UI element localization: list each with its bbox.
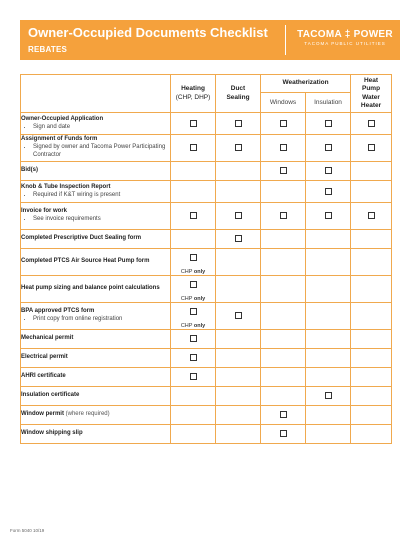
insulation-cell xyxy=(306,330,351,349)
col-heating-label: Heating xyxy=(181,85,205,93)
heat-pump-water-heater-cell xyxy=(351,230,392,249)
chp-only-caption xyxy=(171,269,215,275)
duct-sealing-cell xyxy=(216,249,261,276)
table-row xyxy=(21,406,392,425)
heat-pump-water-heater-cell xyxy=(351,368,392,387)
duct-sealing-cell xyxy=(216,203,261,230)
col-duct-sealing xyxy=(216,75,261,113)
insulation-cell xyxy=(306,230,351,249)
requirement-name: Window permit xyxy=(21,411,64,418)
checklist-table xyxy=(20,74,392,444)
heating-cell xyxy=(171,425,216,444)
duct-sealing-cell xyxy=(216,368,261,387)
requirement-cell xyxy=(21,203,171,230)
requirement-name: Heat pump sizing and balance point calculations xyxy=(21,285,160,292)
requirement-cell xyxy=(21,162,171,181)
duct-sealing-cell xyxy=(216,135,261,162)
requirement-cell xyxy=(21,181,171,203)
col-weatherization: Weatherization xyxy=(261,75,351,93)
requirement-cell xyxy=(21,406,171,425)
requirement-cell xyxy=(21,303,171,330)
caption-text: CHP xyxy=(180,269,193,275)
requirement-name: Assignment of Funds form xyxy=(21,136,98,143)
requirement-name: Knob & Tube Inspection Report xyxy=(21,183,111,190)
requirement-cell xyxy=(21,230,171,249)
heat-pump-water-heater-cell xyxy=(351,425,392,444)
heating-cell xyxy=(171,406,216,425)
heat-pump-water-heater-cell xyxy=(351,303,392,330)
heat-pump-water-heater-checkbox[interactable] xyxy=(368,212,375,219)
heating-cell xyxy=(171,330,216,349)
requirement-note: (where required) xyxy=(65,411,110,418)
requirement-bullet: • See invoice requirements xyxy=(33,216,170,224)
insulation-cell xyxy=(306,181,351,203)
heating-checkbox[interactable] xyxy=(190,144,197,151)
heating-cell xyxy=(171,387,216,406)
duct-sealing-checkbox[interactable] xyxy=(235,312,242,319)
caption-bold: only xyxy=(193,296,206,303)
heating-cell xyxy=(171,113,216,135)
insulation-checkbox[interactable] xyxy=(325,167,332,174)
col-heating-sub: (CHP, DHP) xyxy=(175,93,211,101)
table-row xyxy=(21,230,392,249)
requirement-bullet: • Sign and date xyxy=(33,124,170,132)
caption-bold: only xyxy=(193,323,206,330)
heat-pump-water-heater-cell xyxy=(351,349,392,368)
heating-cell xyxy=(171,230,216,249)
table-row xyxy=(21,349,392,368)
heat-pump-water-heater-checkbox[interactable] xyxy=(368,144,375,151)
windows-cell xyxy=(261,276,306,303)
chp-only-caption xyxy=(171,323,215,329)
heat-pump-water-heater-cell xyxy=(351,387,392,406)
duct-sealing-checkbox[interactable] xyxy=(235,144,242,151)
requirement-cell xyxy=(21,349,171,368)
requirement-name: Electrical permit xyxy=(21,354,68,361)
duct-sealing-cell xyxy=(216,387,261,406)
duct-sealing-checkbox[interactable] xyxy=(235,120,242,127)
requirement-bullets xyxy=(21,316,170,324)
duct-sealing-cell xyxy=(216,425,261,444)
table-row xyxy=(21,203,392,230)
windows-checkbox[interactable] xyxy=(280,120,287,127)
logo-name: TACOMA ‡ POWER xyxy=(297,29,393,40)
duct-sealing-cell xyxy=(216,162,261,181)
windows-cell xyxy=(261,113,306,135)
insulation-cell xyxy=(306,162,351,181)
heating-checkbox[interactable] xyxy=(190,308,197,315)
windows-cell xyxy=(261,406,306,425)
logo-tagline: TACOMA PUBLIC UTILITIES xyxy=(304,41,386,46)
heat-pump-water-heater-cell xyxy=(351,113,392,135)
windows-cell xyxy=(261,181,306,203)
heating-checkbox[interactable] xyxy=(190,120,197,127)
insulation-cell xyxy=(306,406,351,425)
duct-sealing-checkbox[interactable] xyxy=(235,212,242,219)
duct-sealing-cell xyxy=(216,181,261,203)
heating-cell xyxy=(171,349,216,368)
insulation-checkbox[interactable] xyxy=(325,144,332,151)
heat-pump-water-heater-cell xyxy=(351,330,392,349)
col-duct-line2: Sealing xyxy=(226,93,250,101)
duct-sealing-checkbox[interactable] xyxy=(235,235,242,242)
col-windows: Windows xyxy=(261,93,306,113)
heat-pump-water-heater-cell xyxy=(351,162,392,181)
table-row xyxy=(21,425,392,444)
duct-sealing-cell xyxy=(216,330,261,349)
insulation-cell xyxy=(306,303,351,330)
requirement-bullets xyxy=(21,216,170,224)
requirement-bullet: • Required if K&T wiring is present xyxy=(33,192,170,200)
windows-cell xyxy=(261,135,306,162)
windows-cell xyxy=(261,349,306,368)
insulation-cell xyxy=(306,425,351,444)
windows-cell xyxy=(261,162,306,181)
requirement-cell xyxy=(21,425,171,444)
requirement-name: Mechanical permit xyxy=(21,335,74,342)
requirement-cell xyxy=(21,113,171,135)
duct-sealing-cell xyxy=(216,349,261,368)
header-divider xyxy=(285,25,286,55)
requirement-cell xyxy=(21,135,171,162)
table-row xyxy=(21,181,392,203)
form-number: Form 5040 10/19 xyxy=(10,528,45,533)
heat-pump-water-heater-cell xyxy=(351,406,392,425)
heat-pump-water-heater-checkbox[interactable] xyxy=(368,120,375,127)
requirement-cell xyxy=(21,249,171,276)
requirement-cell xyxy=(21,276,171,303)
heating-cell xyxy=(171,135,216,162)
heat-pump-water-heater-cell xyxy=(351,276,392,303)
heating-checkbox[interactable] xyxy=(190,212,197,219)
requirement-name: Bid(s) xyxy=(21,167,38,174)
requirement-name: Completed Prescriptive Duct Sealing form xyxy=(21,235,142,242)
windows-cell xyxy=(261,425,306,444)
heating-cell xyxy=(171,249,216,276)
col-hpwh-line2: Pump xyxy=(361,85,381,93)
requirement-bullet: • Signed by owner and Tacoma Power Participating Contractor xyxy=(33,144,170,160)
heat-pump-water-heater-cell xyxy=(351,249,392,276)
windows-checkbox[interactable] xyxy=(280,430,287,437)
windows-cell xyxy=(261,387,306,406)
insulation-checkbox[interactable] xyxy=(325,392,332,399)
insulation-cell xyxy=(306,368,351,387)
windows-cell xyxy=(261,230,306,249)
col-hpwh-line4: Heater xyxy=(360,101,382,109)
heating-cell xyxy=(171,368,216,387)
duct-sealing-cell xyxy=(216,230,261,249)
table-row xyxy=(21,368,392,387)
heat-pump-water-heater-cell xyxy=(351,135,392,162)
page-subtitle: REBATES xyxy=(28,45,68,54)
table-row xyxy=(21,387,392,406)
header-blank xyxy=(21,75,171,113)
heating-checkbox[interactable] xyxy=(190,281,197,288)
windows-cell xyxy=(261,368,306,387)
requirement-name: Window shipping slip xyxy=(21,430,83,437)
requirement-name: Owner-Occupied Application xyxy=(21,115,104,122)
heating-checkbox[interactable] xyxy=(190,254,197,261)
requirement-name: Completed PTCS Air Source Heat Pump form xyxy=(21,258,150,265)
heating-cell xyxy=(171,181,216,203)
insulation-cell xyxy=(306,276,351,303)
insulation-cell xyxy=(306,349,351,368)
insulation-cell xyxy=(306,203,351,230)
tacoma-power-logo xyxy=(295,29,395,46)
heating-cell xyxy=(171,203,216,230)
windows-cell xyxy=(261,249,306,276)
requirement-bullets xyxy=(21,144,170,160)
heating-checkbox[interactable] xyxy=(190,354,197,361)
table-row xyxy=(21,135,392,162)
heating-cell xyxy=(171,162,216,181)
heating-checkbox[interactable] xyxy=(190,335,197,342)
duct-sealing-cell xyxy=(216,303,261,330)
table-row xyxy=(21,162,392,181)
requirement-bullets xyxy=(21,192,170,200)
table-row xyxy=(21,330,392,349)
caption-text: CHP xyxy=(180,323,193,330)
col-insulation: Insulation xyxy=(306,93,351,113)
col-heat-pump-water-heater xyxy=(351,75,392,113)
requirement-name: Invoice for work xyxy=(21,208,68,215)
insulation-cell xyxy=(306,113,351,135)
table-row xyxy=(21,113,392,135)
requirement-cell xyxy=(21,387,171,406)
windows-checkbox[interactable] xyxy=(280,144,287,151)
table-row xyxy=(21,276,392,303)
heating-cell xyxy=(171,276,216,303)
duct-sealing-cell xyxy=(216,113,261,135)
windows-checkbox[interactable] xyxy=(280,212,287,219)
windows-cell xyxy=(261,303,306,330)
requirement-name: AHRI certificate xyxy=(21,373,66,380)
page-title: Owner-Occupied Documents Checklist xyxy=(28,25,268,40)
requirement-cell xyxy=(21,330,171,349)
heating-checkbox[interactable] xyxy=(190,373,197,380)
caption-text: CHP xyxy=(180,296,193,303)
windows-checkbox[interactable] xyxy=(280,411,287,418)
insulation-checkbox[interactable] xyxy=(325,188,332,195)
heat-pump-water-heater-cell xyxy=(351,181,392,203)
col-heating xyxy=(171,75,216,113)
table-row xyxy=(21,303,392,330)
heating-cell xyxy=(171,303,216,330)
col-duct-line1: Duct xyxy=(230,85,246,93)
heat-pump-water-heater-cell xyxy=(351,203,392,230)
chp-only-caption xyxy=(171,296,215,302)
caption-bold: only xyxy=(193,269,206,275)
insulation-checkbox[interactable] xyxy=(325,212,332,219)
requirement-bullet: • Print copy from online registration xyxy=(33,316,170,324)
windows-checkbox[interactable] xyxy=(280,167,287,174)
insulation-cell xyxy=(306,387,351,406)
windows-cell xyxy=(261,330,306,349)
col-hpwh-line1: Heat xyxy=(363,77,379,85)
requirement-name: BPA approved PTCS form xyxy=(21,308,95,315)
duct-sealing-cell xyxy=(216,276,261,303)
requirement-cell xyxy=(21,368,171,387)
windows-cell xyxy=(261,203,306,230)
requirement-bullets xyxy=(21,124,170,132)
insulation-checkbox[interactable] xyxy=(325,120,332,127)
duct-sealing-cell xyxy=(216,406,261,425)
insulation-cell xyxy=(306,135,351,162)
insulation-cell xyxy=(306,249,351,276)
table-row xyxy=(21,249,392,276)
header-banner xyxy=(20,20,400,60)
requirement-name: Insulation certificate xyxy=(21,392,80,399)
col-hpwh-line3: Water xyxy=(362,93,380,101)
